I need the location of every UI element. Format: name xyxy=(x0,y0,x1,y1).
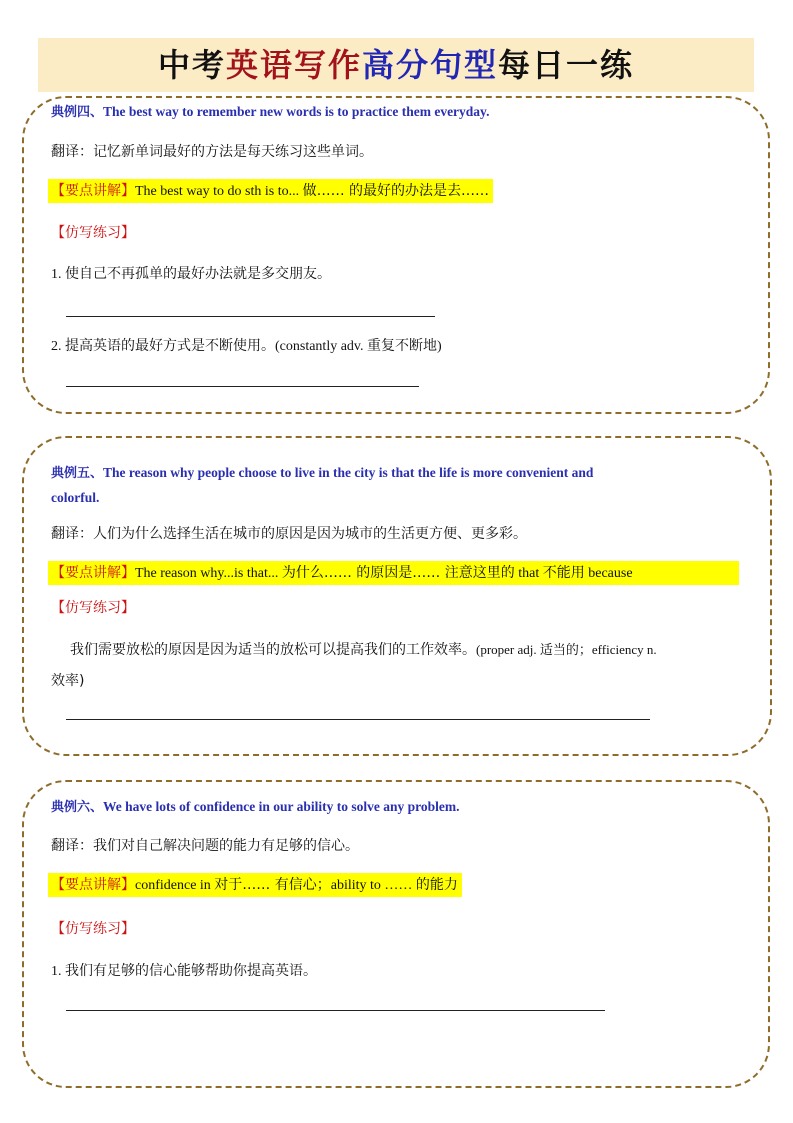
example-4-item-1: 1. 使自己不再孤单的最好办法就是多交朋友。 xyxy=(51,266,331,282)
example-4-translation: 翻译：记忆新单词最好的方法是每天练习这些单词。 xyxy=(51,144,373,160)
example-6-translation: 翻译：我们对自己解决问题的能力有足够的信心。 xyxy=(51,838,359,854)
title-part-2: 英语写作 xyxy=(225,46,362,84)
example-6-sentence: 典例六、We have lots of confidence in our ability to solve any problem. xyxy=(51,799,460,815)
example-6-key-point: 【要点讲解】confidence in 对于…… 有信心；ability to …… 的能力 xyxy=(48,873,462,897)
answer-line-4-1[interactable] xyxy=(66,316,435,317)
example-4-sentence: 典例四、The best way to remember new words is to practice them everyday. xyxy=(51,104,490,120)
example-5-item-line-2: 效率) xyxy=(51,673,85,689)
example-5-sentence-line-2: colorful. xyxy=(51,490,100,505)
example-5-sentence-line-1: 典例五、The reason why people choose to live in the city is that the life is more convenient and xyxy=(51,465,594,481)
answer-line-6-1[interactable] xyxy=(66,1010,605,1011)
answer-line-4-2[interactable] xyxy=(66,386,419,387)
answer-line-5-1[interactable] xyxy=(66,719,650,720)
example-card-5 xyxy=(22,436,772,756)
example-4-item-2: 2. 提高英语的最好方式是不断使用。(constantly adv. 重复不断地) xyxy=(51,338,442,354)
page-title xyxy=(38,38,754,92)
example-5-item-line-1: 我们需要放松的原因是因为适当的放松可以提高我们的工作效率。(proper adj. 适当的；efficiency n. xyxy=(70,642,657,658)
example-6-practice-label: 【仿写练习】 xyxy=(51,921,135,937)
example-5-translation: 翻译：人们为什么选择生活在城市的原因是因为城市的生活更方便、更多彩。 xyxy=(51,526,527,542)
example-5-key-point: 【要点讲解】The reason why...is that... 为什么…… 的原因是…… 注意这里的 that 不能用 because xyxy=(48,561,739,585)
example-4-practice-label: 【仿写练习】 xyxy=(51,225,135,241)
example-4-key-point: 【要点讲解】The best way to do sth is to... 做…… 的最好的办法是去…… xyxy=(48,179,493,203)
title-part-4: 每日一练 xyxy=(498,46,635,84)
example-6-item-1: 1. 我们有足够的信心能够帮助你提高英语。 xyxy=(51,963,317,979)
title-part-1: 中考 xyxy=(157,46,226,84)
example-5-practice-label: 【仿写练习】 xyxy=(51,600,135,616)
title-part-3: 高分句型 xyxy=(362,46,499,84)
